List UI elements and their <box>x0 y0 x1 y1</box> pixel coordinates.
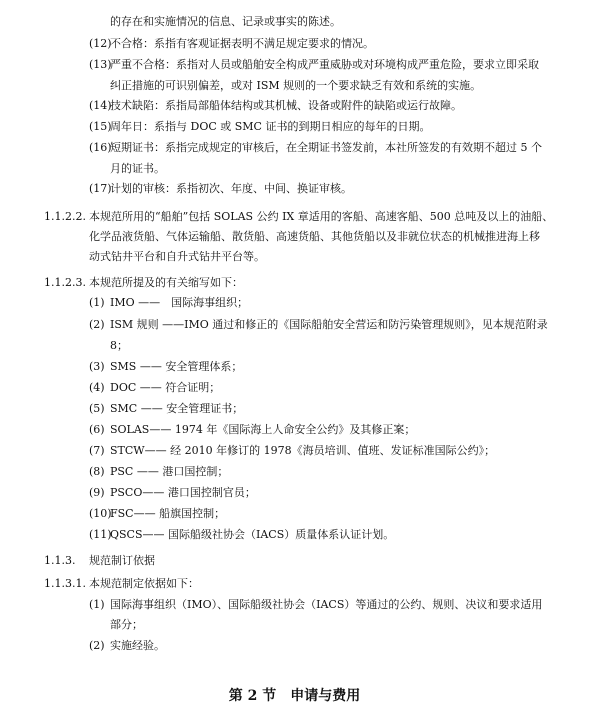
definition-text: 月的证书。 <box>110 162 165 175</box>
definition-text: 纠正措施的可识别偏差，或对 ISM 规则的一个要求缺乏有效和系统的实施。 <box>110 79 482 92</box>
section-heading: 规范制订依据 <box>89 554 155 567</box>
basis-number: (1) <box>89 598 105 611</box>
abbr-number: (6) <box>89 423 105 436</box>
abbr-number: (10) <box>89 507 112 520</box>
basis-text: 实施经验。 <box>110 639 165 652</box>
definition-text: 不合格：系指有客观证据表明不满足规定要求的情况。 <box>110 37 374 50</box>
definition-text: 技术缺陷：系指局部船体结构或其机械、设备或附件的缺陷或运行故障。 <box>110 99 462 112</box>
continuation-text: 的存在和实施情况的信息、记录或事实的陈述。 <box>110 15 341 28</box>
paragraph-text: 本规范制定依据如下： <box>89 577 199 590</box>
abbr-number: (3) <box>89 360 105 373</box>
section-title: 第 2 节 申请与费用 <box>228 688 361 704</box>
abbr-text: DOC —— 符合证明； <box>110 381 221 394</box>
abbr-text: 8； <box>110 339 128 352</box>
abbr-text: PSC —— 港口国控制； <box>110 465 229 478</box>
abbr-number: (1) <box>89 296 105 309</box>
abbr-number: (11) <box>89 528 112 541</box>
abbr-number: (8) <box>89 465 105 478</box>
abbr-text: PSCO—— 港口国控制官员； <box>110 486 256 499</box>
paragraph-text: 本规范所提及的有关缩写如下： <box>89 276 243 289</box>
basis-text: 国际海事组织（IMO）、国际船级社协会（IACS）等通过的公约、规则、决议和要求适用 <box>110 598 543 611</box>
abbr-text: SMS —— 安全管理体系； <box>110 360 243 373</box>
definition-text: 短期证书：系指完成规定的审核后，在全期证书签发前，本社所签发的有效期不超过 5 个 <box>110 141 542 154</box>
basis-text: 部分； <box>110 618 143 631</box>
abbr-number: (2) <box>89 318 105 331</box>
definition-text: 严重不合格：系指对人员或船舶安全构成严重威胁或对环境构成严重危险，要求立即采取 <box>110 58 539 71</box>
abbr-text: IMO —— 国际海事组织； <box>110 296 249 309</box>
basis-number: (2) <box>89 639 105 652</box>
definition-number: (16) <box>89 141 112 154</box>
abbr-number: (4) <box>89 381 105 394</box>
abbr-number: (7) <box>89 444 105 457</box>
definition-number: (13) <box>89 58 112 71</box>
section-number: 1.1.2.2. <box>44 210 86 223</box>
abbr-text: FSC—— 船旗国控制； <box>110 507 226 520</box>
section-number: 1.1.3. <box>44 554 76 567</box>
abbr-number: (5) <box>89 402 105 415</box>
definition-text: 计划的审核：系指初次、年度、中间、换证审核。 <box>110 182 352 195</box>
abbr-text: ISM 规则 ——IMO 通过和修正的《国际船舶安全营运和防污染管理规则》，见本规范附录 <box>110 318 548 331</box>
paragraph-text: 动式钻井平台和自升式钻井平台等。 <box>89 250 265 263</box>
abbr-number: (9) <box>89 486 105 499</box>
abbr-text: SOLAS—— 1974 年《国际海上人命安全公约》及其修正案； <box>110 423 416 436</box>
abbr-text: SMC —— 安全管理证书； <box>110 402 244 415</box>
abbr-text: STCW—— 经 2010 年修订的 1978《海员培训、值班、发证标准国际公约》； <box>110 444 496 457</box>
definition-number: (14) <box>89 99 112 112</box>
definition-number: (12) <box>89 37 112 50</box>
section-number: 1.1.3.1. <box>44 577 86 590</box>
definition-text: 周年日：系指与 DOC 或 SMC 证书的到期日相应的每年的日期。 <box>110 120 431 133</box>
paragraph-text: 化学品液货船、气体运输船、散货船、高速货船、其他货船以及非就位状态的机械推进海上移 <box>89 230 540 243</box>
abbr-text: QSCS—— 国际船级社协会（IACS）质量体系认证计划。 <box>110 528 395 541</box>
definition-number: (17) <box>89 182 112 195</box>
definition-number: (15) <box>89 120 112 133</box>
section-number: 1.1.2.3. <box>44 276 86 289</box>
paragraph-text: 本规范所用的“船舶”包括 SOLAS 公约 IX 章适用的客船、高速客船、500 总吨及以上的油船、 <box>89 210 554 223</box>
